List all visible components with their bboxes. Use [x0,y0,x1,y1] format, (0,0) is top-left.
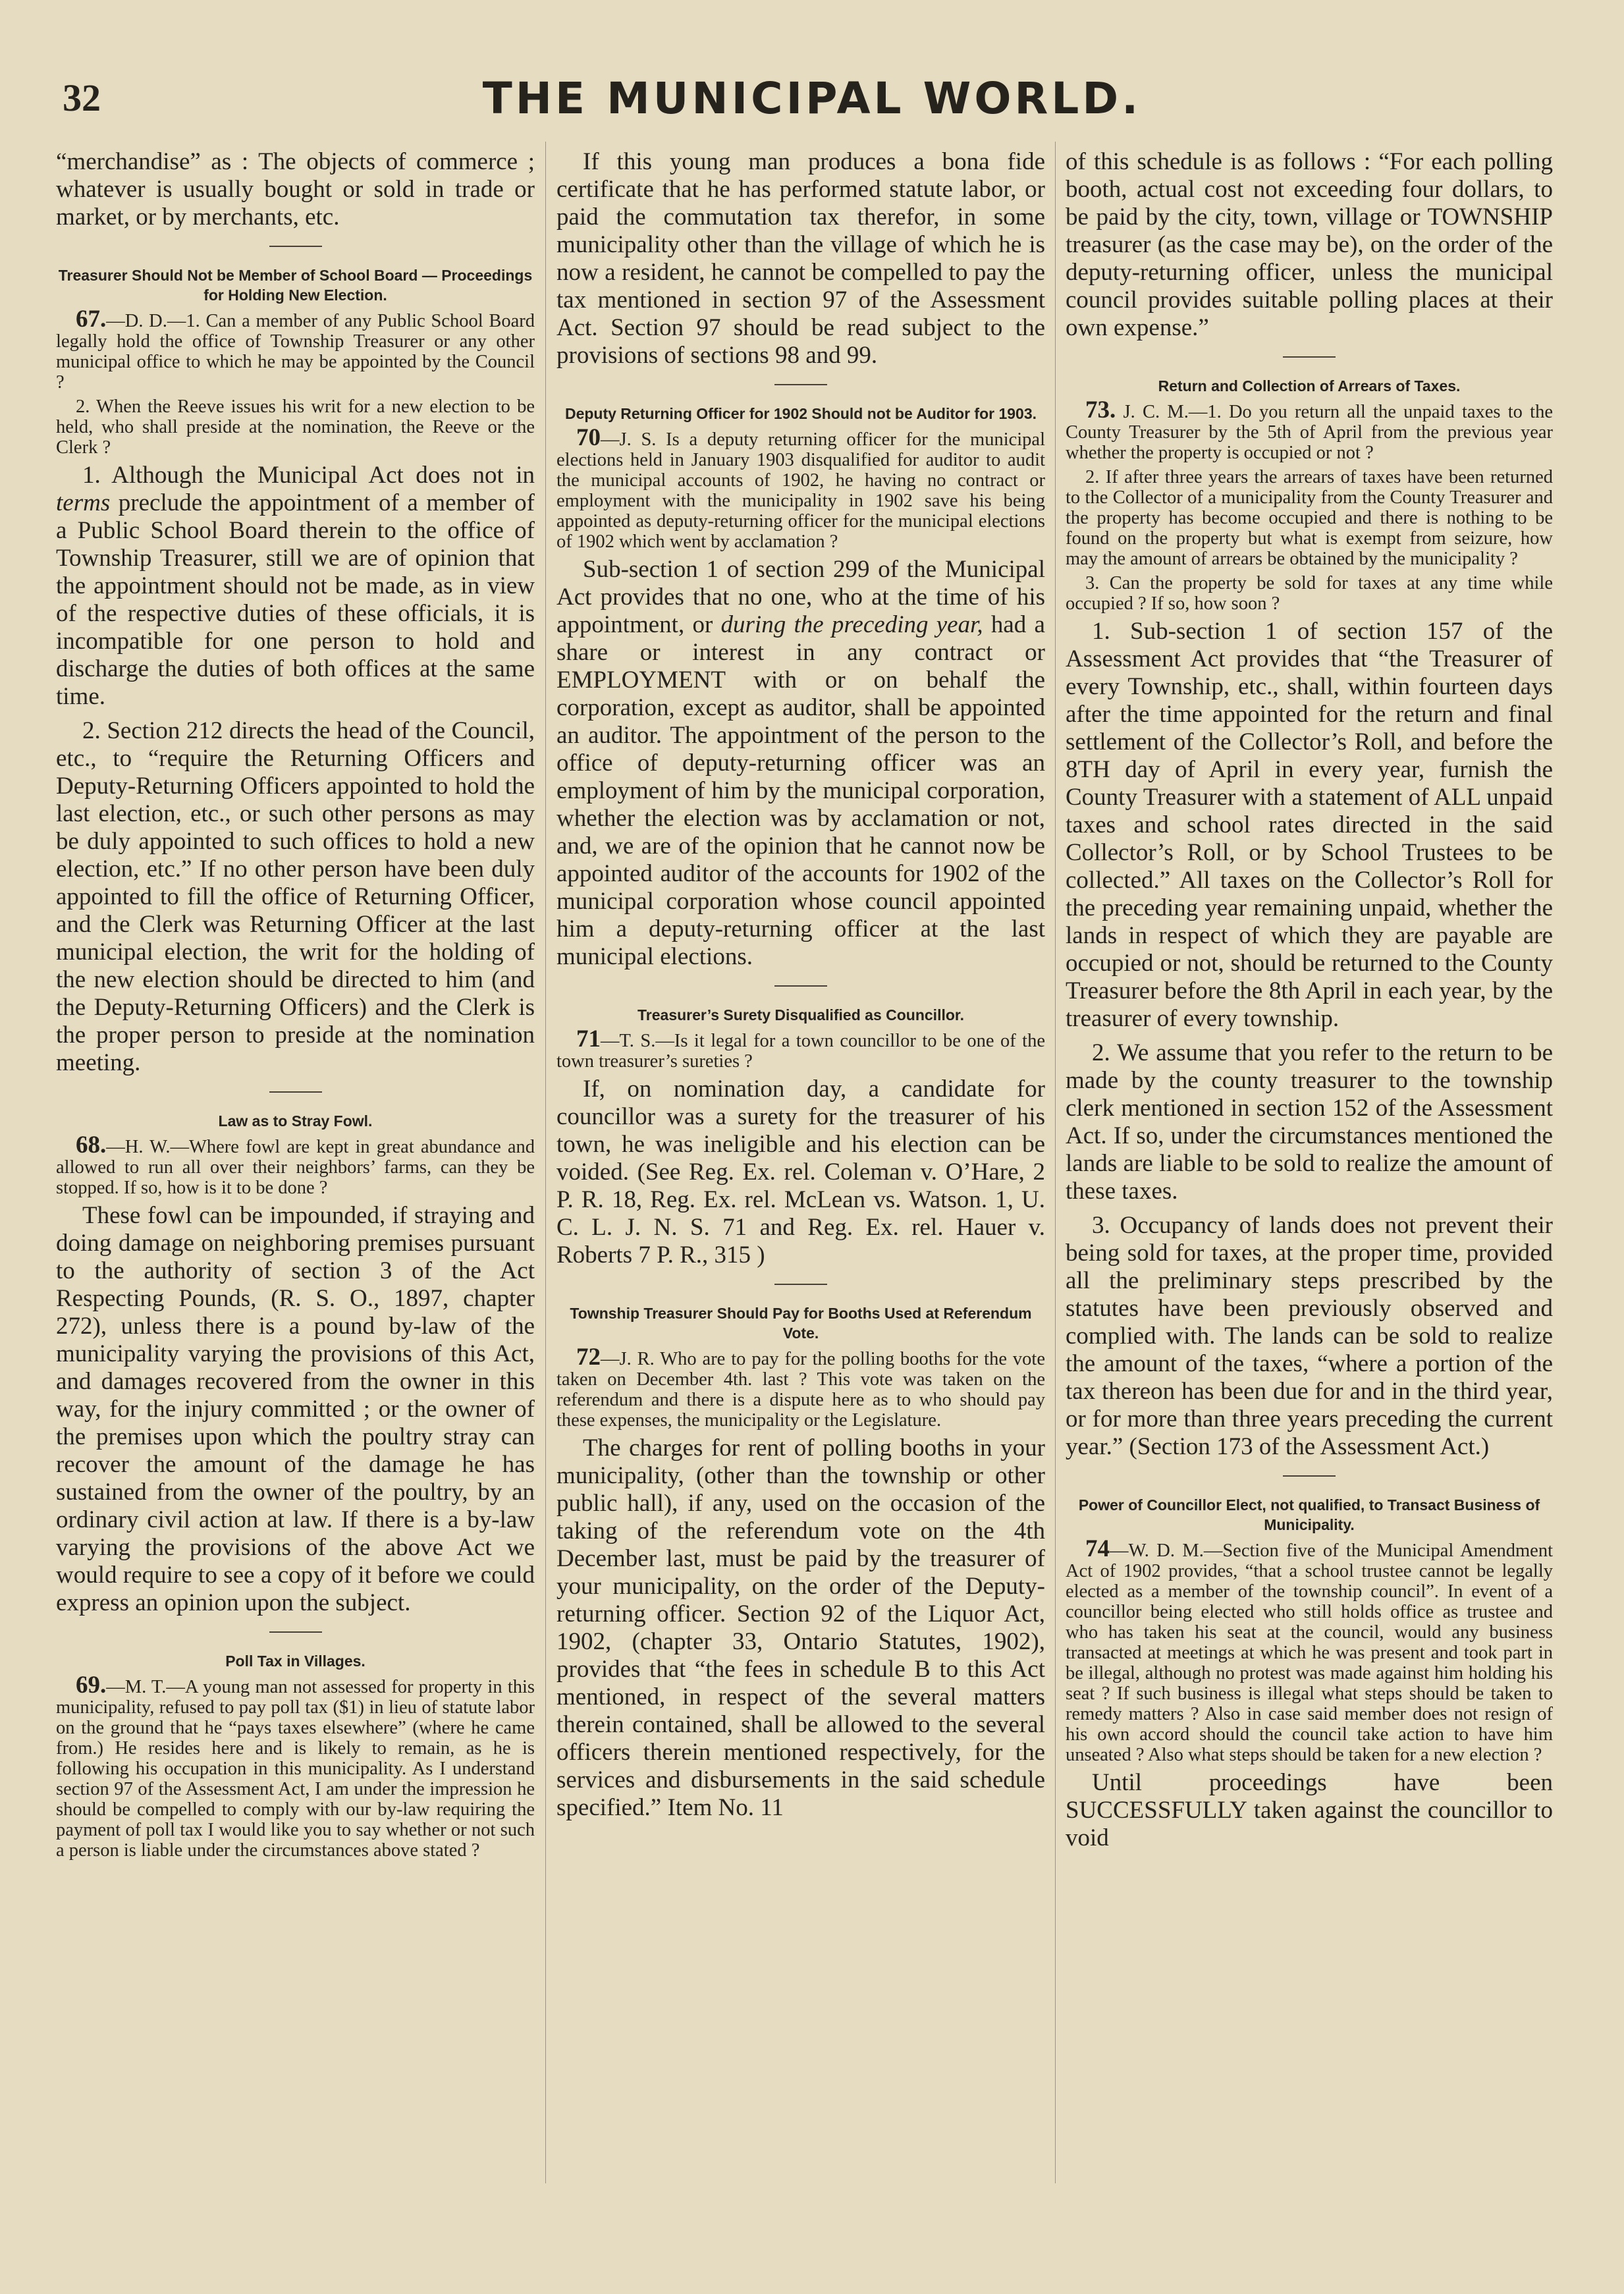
question-73-text [1066,396,1553,463]
question-70-body: —J. S. Is a deputy returning officer for the municipal elections held in January 1903 disqualified for auditor to audit the municipal accounts of 1902, he having no contract or employment with the municipality in 1902 save his being appointed as deputy-returning officer for the municipal elections of 1902 which went by acclamation ? [556,429,1045,552]
question-69-body: —M. T.—A young man not assessed for property in this municipality, refused to pay poll tax ($1) in lieu of statute labor on the ground that he “pays taxes elsewhere” (where he came from.) He resides here and is likely to remain, as he is following his occupation in this municipality. As I understand section 97 of the Assessment Act, I am under the impression he should be compelled to comply with our by-law requiring the payment of poll tax I would like you to say whether or not such a person is liable under the circumstances above stated ? [56,1677,535,1861]
answer-67-part-1 [56,462,535,711]
column-divider [545,142,546,2183]
question-67-part-1: —D. D.—1. Can a member of any Public School Board legally hold the office of Township Treasurer or any other municipal office to which he may be appointed by the Council ? [56,311,535,393]
section-separator [1283,1475,1336,1477]
question-74-heading: Power of Councillor Elect, not qualified, to Transact Business of Municipality. [1078,1496,1540,1533]
question-72-body: —J. R. Who are to pay for the polling booths for the vote taken on December 4th. last ? This vote was taken on the referendum and there is a dispute here as to who should pay these expenses, the municipality or the Legislature. [556,1349,1045,1431]
question-number: 73. [1085,396,1116,423]
answer-71: If, on nomination day, a candidate for councillor was a surety for the treasurer of his town, he was ineligible and his election can be voided. (See Reg. Ex. rel. Coleman v. O’Hare, 2 P. R. 18, Reg. Ex. rel. McLean vs. Watson. 1, U. C. L. J. N. S. 71 and Reg. Ex. rel. Hauer v. Roberts 7 P. R., 315 ) [556,1076,1045,1269]
question-69-heading: Poll Tax in Villages. [225,1652,365,1670]
question-72-heading: Township Treasurer Should Pay for Booths Used at Referendum Vote. [570,1305,1032,1342]
question-number: 72 [576,1344,601,1371]
section-separator [774,384,827,385]
question-69-text [56,1672,535,1861]
question-67-heading: Treasurer Should Not be Member of School Board — Proceedings for Holding New Election. [58,267,533,304]
section-separator [269,1091,322,1093]
question-73-part-2: 2. If after three years the arrears of taxes have been returned to the Collector of a municipality from the County Treasurer and the property has become occupied and there is nothing to be found on the property but what is exempt from seizure, how may the amount of arrears be obtained by the municipality ? [1066,467,1553,569]
question-70-heading: Deputy Returning Officer for 1902 Should not be Auditor for 1903. [564,405,1037,422]
answer-73-part-3: 3. Occupancy of lands does not prevent their being sold for taxes, at the proper time, provided all the preliminary steps prescribed by the statutes have been previously observed and complied with. The lands can be sold to realize the amount of the taxes, “where a portion of the tax thereon has been due for and in the third year, or for more than three years preceding the current year.” (Section 173 of the Assessment Act.) [1066,1212,1553,1460]
question-68-body: —H. W.—Where fowl are kept in great abundance and allowed to run all over their neighbors’ farms, can they be stopped. If so, how is it to be done ? [56,1137,535,1198]
question-72-text [556,1344,1045,1431]
question-73-part-3: 3. Can the property be sold for taxes at any time while occupied ? If so, how soon ? [1066,573,1553,614]
answer-text: 1. Although the Municipal Act does not in [82,462,535,489]
question-number: 70 [576,424,601,451]
question-number: 69. [76,1672,107,1699]
answer-68: These fowl can be impounded, if straying and doing damage on neighboring premises pursuant to the authority of section 3 of the Act Respecting Pounds, (R. S. O., 1897, chapter 272), unless there is a pound by-law of the municipality varying the provisions of this Act, and damages recovered from the owner in this way, for the injury committed ; or the owner of the premises upon which the poultry stray can recover the amount of the damage he has sustained from the owner of the poultry, by an ordinary civil action at law. If there is a by-law varying the provisions of the above Act we would require to see a copy of it before we could express an opinion upon the subject. [56,1202,535,1616]
masthead-title: THE MUNICIPAL WORLD. [482,73,1142,124]
section-separator [774,1284,827,1285]
question-68-text [56,1132,535,1198]
question-73-heading: Return and Collection of Arrears of Taxes. [1158,377,1461,395]
question-70-text [556,424,1045,552]
question-74-text [1066,1535,1553,1765]
emphasis-text: terms [56,489,111,516]
question-71-heading: Treasurer’s Surety Disqualified as Councillor. [637,1006,964,1024]
section-separator [269,246,322,247]
emphasis-text: during the preceding year, [720,611,983,638]
page-number: 32 [63,76,101,119]
column-2 [556,148,1045,1828]
question-71-body: —T. S.—Is it legal for a town councillor to be one of the town treasurer’s sureties ? [556,1031,1045,1072]
question-number: 71 [576,1025,601,1052]
question-73-part-1: J. C. M.—1. Do you return all the unpaid taxes to the County Treasurer by the 5th of April from the previous year whether the property is occupied or not ? [1066,402,1553,463]
answer-73-part-2: 2. We assume that you refer to the return to be made by the county treasurer to the township clerk mentioned in section 152 of the Assessment Act. If so, under the circumstances mentioned the lands are liable to be sold to realize the amount of these taxes. [1066,1039,1553,1205]
answer-73-part-1: 1. Sub-section 1 of section 157 of the Assessment Act provides that “the Treasurer of every Township, etc., shall, within fourteen days after the time appointed for the return and final settlement of the Collector’s Roll, and before the 8TH day of April in every year, furnish the County Treasurer with a statement of ALL unpaid taxes and school rates directed in the said Collector’s Roll, or by School Trustees to be collected.” All taxes on the Collector’s Roll for the preceding year remaining unpaid, whether the lands in respect of which they are payable are occupied or not, should be returned to the County Treasurer before the 8th April in each year, by the treasurer of every township. [1066,618,1553,1032]
question-number: 67. [76,306,107,333]
answer-72: The charges for rent of polling booths in your municipality, (other than the township or other public hall), if any, used on the occasion of the taking of the referendum vote on the 4th December last, must be paid by the treasurer of your municipality, on the order of the Deputy-returning officer. Section 92 of the Liquor Act, 1902, (chapter 33, Ontario Statutes, 1902), provides that “the fees in schedule B to this Act mentioned, in respect of the several matters therein contained, shall be allowed to the several officers therein mentioned respectively, for the services and disbursements in the said schedule specified.” Item No. 11 [556,1434,1045,1821]
question-68-heading: Law as to Stray Fowl. [218,1112,373,1130]
section-separator [774,985,827,987]
question-74-body: —W. D. M.—Section five of the Municipal Amendment Act of 1902 provides, “that a school trustee cannot be legally elected as a member of the township council”. In event of a councillor being elected who still holds office as trustee and who has taken his seat at the council, would any business transacted at meetings at which he was present and took part in be illegal, although no protest was made against him holding his seat ? If such business is illegal what steps should be taken to remedy matters ? Also in case said member does not resign of his own accord should the council take action to have him unseated ? Also what steps should be taken for a new election ? [1066,1541,1553,1765]
column-3 [1066,148,1553,1859]
column-1 [56,148,535,1865]
answer-74: Until proceedings have been SUCCESSFULLY taken against the councillor to void [1066,1769,1553,1851]
answer-text: had a share or interest in any contract or EMPLOYMENT with or on behalf the corporation, except as auditor, shall be appointed an auditor. The appointment of the person to the office of deputy-returning officer was an employment of him by the municipal corporation, whether the election was by acclamation or not, and, we are of the opinion that he cannot now be appointed auditor of the accounts for 1902 of the municipal corporation whose council appointed him a deputy-returning officer at the last municipal elections. [556,611,1045,970]
answer-text: preclude the appointment of a member of a Public School Board therein to the office of Township Treasurer, still we are of opinion that the appointment should not be made, as in view of the respective duties of these officials, it is incompatible for one person to hold and discharge the duties of both offices at the same time. [56,489,535,710]
question-number: 68. [76,1132,107,1159]
section-separator [1283,356,1336,358]
question-67-part-2: 2. When the Reeve issues his writ for a new election to be held, who shall preside at the nomination, the Reeve or the Clerk ? [56,396,535,458]
answer-70 [556,556,1045,971]
column-divider [1055,142,1056,2183]
section-separator [269,1631,322,1633]
answer-69: If this young man produces a bona fide certificate that he has performed statute labor, or paid the commutation tax therefor, in some municipality other than the village of which he is now a resident, he cannot be compelled to pay the tax mentioned in section 97 of the Assessment Act. Section 97 should be read subject to the provisions of sections 98 and 99. [556,148,1045,369]
question-67-text [56,306,535,393]
page-header [0,69,1624,128]
answer-text: Sub-section 1 of section 299 of the Municipal Act provides that no one, who at the time of his appointment, or [556,556,1045,638]
intro-paragraph: “merchandise” as : The objects of commerce ; whatever is usually bought or sold in trade or market, or by merchants, etc. [56,148,535,231]
answer-67-part-2: 2. Section 212 directs the head of the Council, etc., to “require the Returning Officers and Deputy-Returning Officers appointed to hold the last election, etc., or such other persons as may be duly appointed to such offices to hold a new election, etc.” If no other person have been duly appointed to fill the office of Returning Officer, and the Clerk was Returning Officer at the last municipal election, the writ for the holding of the new election should be directed to him (and the Deputy-Returning Officers) and the Clerk is the proper person to preside at the nomination meeting. [56,717,535,1076]
question-number: 74 [1085,1535,1110,1562]
answer-72-continued: of this schedule is as follows : “For each polling booth, actual cost not exceeding four dollars, to be paid by the city, town, village or TOWNSHIP treasurer (as the case may be), on the order of the deputy-returning officer, unless the municipal council provides suitable polling places at their own expense.” [1066,148,1553,341]
question-71-text [556,1025,1045,1072]
